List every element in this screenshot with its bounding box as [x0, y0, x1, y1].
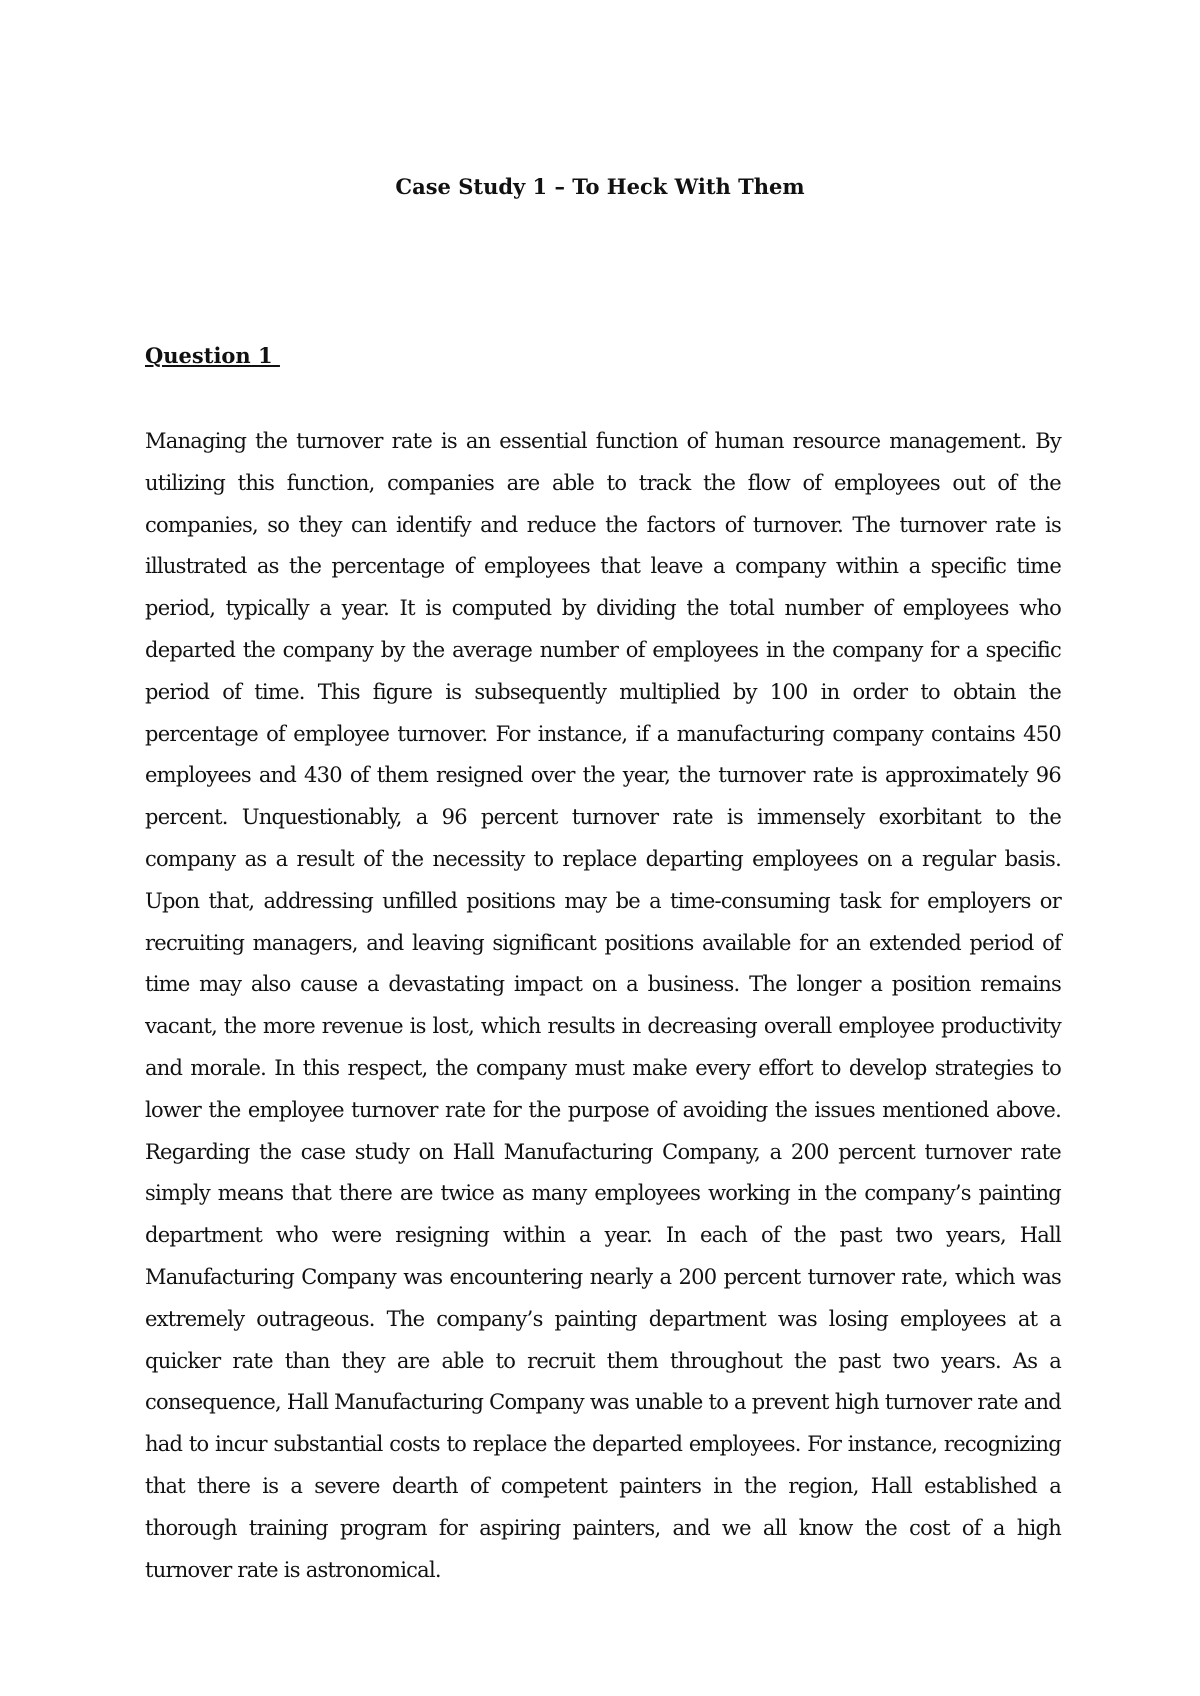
body-paragraph: Managing the turnover rate is an essential function of human resource management. By utilizing this function, companies are able to track the flow of employees out of the companies, so they can identify and reduce the factors of turnover. The turnover rate is illustrated as the percentage of employees that leave a company within a specific time period, typically a year. It is computed by dividing the total number of employees who departed the company by the average number of employees in the company for a specific period of time. This figure is subsequently multiplied by 100 in order to obtain the percentage of employee turnover. For instance, if a manufacturing company contains 450 employees and 430 of them resigned over the year, the turnover rate is approximately 96 percent. Unquestionably, a 96 percent turnover rate is immensely exorbitant to the company as a result of the necessity to replace departing employees on a regular basis. Upon that, addressing unfilled positions may be a time-consuming task for employers or recruiting managers, and leaving significant positions available for an extended period of time may also cause a devastating impact on a business. The longer a position remains vacant, the more revenue is lost, which results in decreasing overall employee productivity and morale. In this respect, the company must make every effort to develop strategies to lower the employee turnover rate for the purpose of avoiding the issues mentioned above. Regarding the case study on Hall Manufacturing Company, a 200 percent turnover rate simply means that there are twice as many employees working in the company’s painting department who were resigning within a year. In each of the past two years, Hall Manufacturing Company was encountering nearly a 200 percent turnover rate, which was extremely outrageous. The company’s painting department was losing employees at a quicker rate than they are able to recruit them throughout the past two years. As a consequence, Hall Manufacturing Company was unable to a prevent high turnover rate and had to incur substantial costs to replace the departed employees. For instance, recognizing that there is a severe dearth of competent painters in the region, Hall established a thorough training program for aspiring painters, and we all know the cost of a high turnover rate is astronomical.: [145, 429, 1061, 1582]
page-title: Case Study 1 – To Heck With Them: [395, 174, 805, 199]
section-heading: Question 1: [145, 343, 280, 368]
